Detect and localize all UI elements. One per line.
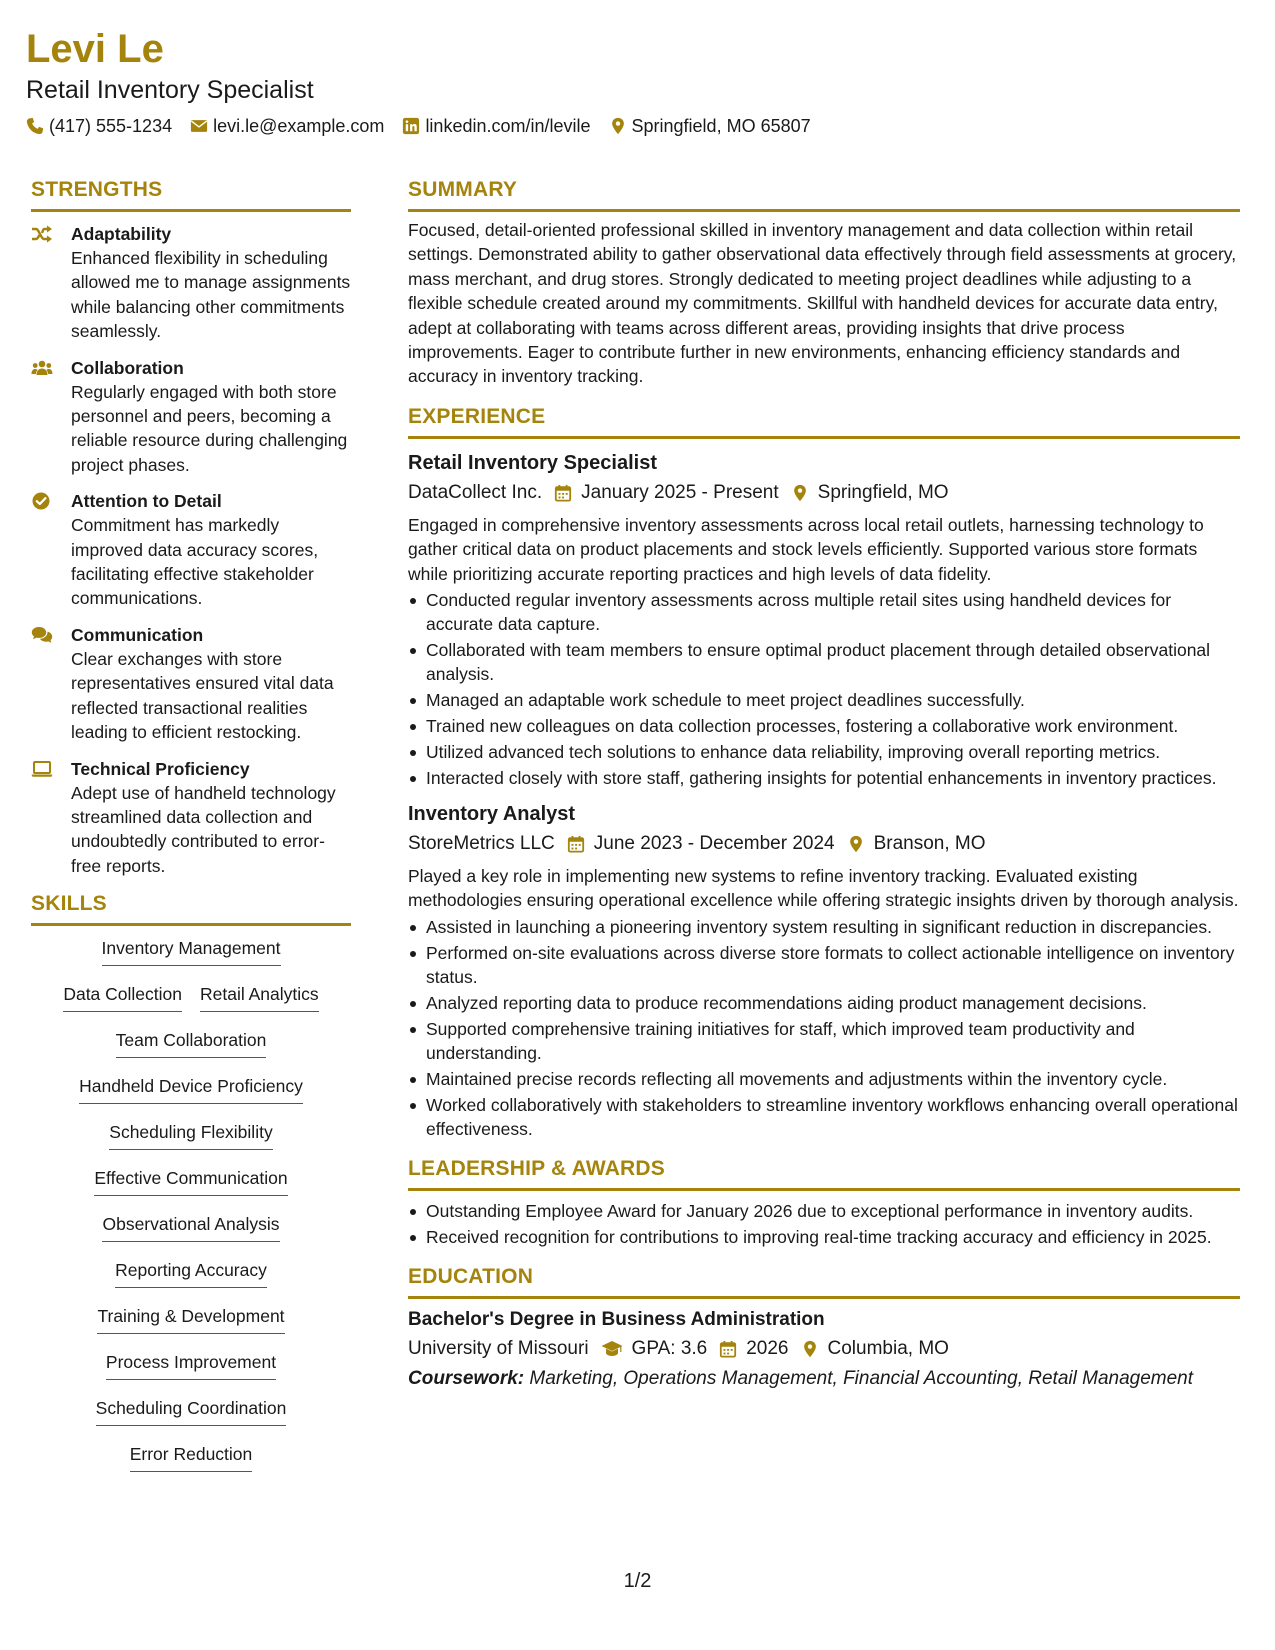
skill-tag: Data Collection bbox=[63, 980, 182, 1012]
job-location: Branson, MO bbox=[873, 833, 986, 855]
strength-item bbox=[31, 356, 351, 478]
education-gpa: GPA: 3.6 bbox=[631, 1337, 708, 1359]
candidate-name: Levi Le bbox=[26, 27, 164, 71]
education-coursework bbox=[408, 1365, 1240, 1393]
education-location: Columbia, MO bbox=[827, 1337, 949, 1359]
education-year: 2026 bbox=[746, 1337, 789, 1359]
map-marker-icon bbox=[847, 835, 865, 853]
page-number: 1/2 bbox=[623, 1570, 652, 1592]
map-marker-icon bbox=[791, 484, 809, 502]
check-circle-icon bbox=[31, 489, 71, 611]
coursework-label: Coursework: bbox=[408, 1367, 525, 1389]
contact-linkedin[interactable] bbox=[402, 114, 590, 138]
job-entry bbox=[408, 800, 1240, 1141]
bullet-item: Received recognition for contributions to improving real-time tracking accuracy and efficiency in 2025. bbox=[408, 1225, 1240, 1249]
strength-title: Communication bbox=[71, 624, 204, 645]
map-marker-icon bbox=[801, 1340, 819, 1358]
skill-tag: Training & Development bbox=[97, 1302, 284, 1334]
skill-tag: Handheld Device Proficiency bbox=[79, 1072, 303, 1104]
map-marker-icon bbox=[609, 117, 627, 135]
job-dates: January 2025 - Present bbox=[581, 481, 779, 503]
bullet-item: Analyzed reporting data to produce recommendations aiding product management decisions. bbox=[408, 991, 1240, 1015]
left-column bbox=[31, 176, 351, 1472]
bullet-item: Performed on-site evaluations across diverse store formats to collect actionable intelligence on inventory status. bbox=[408, 941, 1240, 989]
envelope-icon bbox=[190, 117, 208, 135]
strengths-heading: STRENGTHS bbox=[31, 176, 351, 212]
skill-tag: Process Improvement bbox=[106, 1348, 276, 1380]
bullet-item: Conducted regular inventory assessments across multiple retail sites using handheld devices for accurate data capture. bbox=[408, 588, 1240, 636]
summary-text: Focused, detail-oriented professional skilled in inventory management and data collection within retail settings. Demonstrated ability to gather observational data effectively through field assessments at grocery, mass merchant, and drug stores. Strongly dedicated to meeting project deadlines while adjusting to a flexible schedule created around my commitments. Skillful with handheld devices for accurate data entry, adept at collaborating with teams across different areas, providing insights that drive process improvements. Eager to contribute further in new environments, enhancing efficiency standards and accuracy in inventory tracking. bbox=[408, 220, 1237, 387]
experience-heading: EXPERIENCE bbox=[408, 403, 1240, 439]
job-meta bbox=[408, 830, 1240, 858]
leadership-heading: LEADERSHIP & AWARDS bbox=[408, 1155, 1240, 1191]
users-icon bbox=[31, 356, 71, 478]
calendar-icon bbox=[554, 484, 572, 502]
strength-text: Enhanced flexibility in scheduling allowed me to manage assignments while balancing other commitments seamlessly. bbox=[71, 248, 351, 342]
graduation-cap-icon bbox=[601, 1340, 623, 1358]
job-company: StoreMetrics LLC bbox=[408, 833, 555, 855]
education-school: University of Missouri bbox=[408, 1337, 589, 1359]
job-bullets bbox=[408, 588, 1240, 790]
strength-item bbox=[31, 623, 351, 745]
skill-tag: Scheduling Coordination bbox=[96, 1394, 287, 1426]
strength-item bbox=[31, 222, 351, 344]
skills-list bbox=[31, 934, 351, 1472]
skill-tag: Retail Analytics bbox=[200, 980, 319, 1012]
skill-tag: Observational Analysis bbox=[102, 1210, 279, 1242]
education-degree: Bachelor's Degree in Business Administration bbox=[408, 1308, 825, 1330]
phone-icon bbox=[26, 117, 44, 135]
strength-item bbox=[31, 489, 351, 611]
job-title: Inventory Analyst bbox=[408, 803, 576, 826]
bullet-item: Maintained precise records reflecting all movements and adjustments within the inventory cycle. bbox=[408, 1067, 1240, 1091]
skill-tag: Reporting Accuracy bbox=[115, 1256, 267, 1288]
bullet-item: Worked collaboratively with stakeholders to streamline inventory workflows enhancing overall operational effectiveness. bbox=[408, 1093, 1240, 1141]
contact-bar bbox=[26, 114, 1246, 138]
strength-title: Adaptability bbox=[71, 224, 172, 244]
email-text: levi.le@example.com bbox=[213, 116, 385, 136]
summary-heading: SUMMARY bbox=[408, 176, 1240, 212]
right-column bbox=[408, 176, 1240, 1393]
strength-title: Technical Proficiency bbox=[71, 758, 250, 779]
skill-tag: Error Reduction bbox=[130, 1440, 253, 1472]
skill-tag: Inventory Management bbox=[102, 934, 281, 966]
location-text: Springfield, MO 65807 bbox=[631, 116, 811, 136]
phone-text: (417) 555-1234 bbox=[49, 116, 173, 136]
coursework-list: Marketing, Operations Management, Financial Accounting, Retail Management bbox=[529, 1367, 1194, 1389]
bullet-item: Outstanding Employee Award for January 2026 due to exceptional performance in inventory audits. bbox=[408, 1199, 1240, 1223]
contact-email[interactable] bbox=[190, 114, 384, 138]
calendar-icon bbox=[567, 835, 585, 853]
bullet-item: Trained new colleagues on data collection processes, fostering a collaborative work environment. bbox=[408, 714, 1240, 738]
laptop-icon bbox=[31, 757, 71, 879]
education-heading: EDUCATION bbox=[408, 1263, 1240, 1299]
job-meta bbox=[408, 479, 1240, 507]
contact-location bbox=[609, 114, 811, 138]
linkedin-icon bbox=[402, 117, 420, 135]
strengths-list bbox=[31, 222, 351, 878]
job-description: Engaged in comprehensive inventory assessments across local retail outlets, harnessing technology to gather critical data on product placements and stock levels efficiently. Supported various store formats while prioritizing accurate reporting practices and high levels of data fidelity. bbox=[408, 514, 1204, 584]
candidate-role: Retail Inventory Specialist bbox=[26, 76, 314, 104]
strength-title: Attention to Detail bbox=[71, 491, 222, 512]
calendar-icon bbox=[719, 1340, 737, 1358]
skill-tag: Effective Communication bbox=[94, 1164, 287, 1196]
job-bullets bbox=[408, 915, 1240, 1141]
strength-text: Adept use of handheld technology streamlined data collection and undoubtedly contributed to error-free reports. bbox=[71, 782, 336, 876]
bullet-item: Supported comprehensive training initiatives for staff, which improved team productivity and understanding. bbox=[408, 1017, 1240, 1065]
bullet-item: Assisted in launching a pioneering inventory system resulting in significant reduction in discrepancies. bbox=[408, 915, 1240, 939]
job-location: Springfield, MO bbox=[817, 481, 949, 503]
bullet-item: Managed an adaptable work schedule to meet project deadlines successfully. bbox=[408, 688, 1240, 712]
job-company: DataCollect Inc. bbox=[408, 481, 543, 503]
bullet-item: Collaborated with team members to ensure optimal product placement through detailed observational analysis. bbox=[408, 638, 1240, 686]
strength-title: Collaboration bbox=[71, 357, 184, 378]
job-title: Retail Inventory Specialist bbox=[408, 451, 657, 474]
bullet-item: Utilized advanced tech solutions to enhance data reliability, improving overall reporting metrics. bbox=[408, 740, 1240, 764]
shuffle-icon bbox=[31, 222, 71, 344]
skill-tag: Team Collaboration bbox=[116, 1026, 267, 1058]
bullet-item: Interacted closely with store staff, gathering insights for potential enhancements in inventory practices. bbox=[408, 766, 1240, 790]
strength-text: Regularly engaged with both store personnel and peers, becoming a reliable resource during challenging project phases. bbox=[71, 381, 348, 475]
contact-phone bbox=[26, 114, 172, 138]
job-description: Played a key role in implementing new systems to refine inventory tracking. Evaluated existing methodologies ensuring operational excellence while offering strategic insights driven by thorough analysis. bbox=[408, 866, 1239, 911]
strength-item bbox=[31, 757, 351, 879]
skills-heading: SKILLS bbox=[31, 890, 351, 926]
strength-text: Clear exchanges with store representatives ensured vital data reflected transactional realities leading to efficient restocking. bbox=[71, 648, 334, 743]
job-dates: June 2023 - December 2024 bbox=[593, 833, 835, 855]
education-meta bbox=[408, 1335, 1240, 1363]
comments-icon bbox=[31, 623, 71, 745]
linkedin-text: linkedin.com/in/levile bbox=[425, 116, 591, 136]
strength-text: Commitment has markedly improved data accuracy scores, facilitating effective stakeholder communications. bbox=[71, 515, 319, 609]
job-entry bbox=[408, 449, 1240, 790]
skill-tag: Scheduling Flexibility bbox=[109, 1118, 272, 1150]
leadership-bullets bbox=[408, 1199, 1240, 1249]
resume-header bbox=[26, 26, 1246, 138]
